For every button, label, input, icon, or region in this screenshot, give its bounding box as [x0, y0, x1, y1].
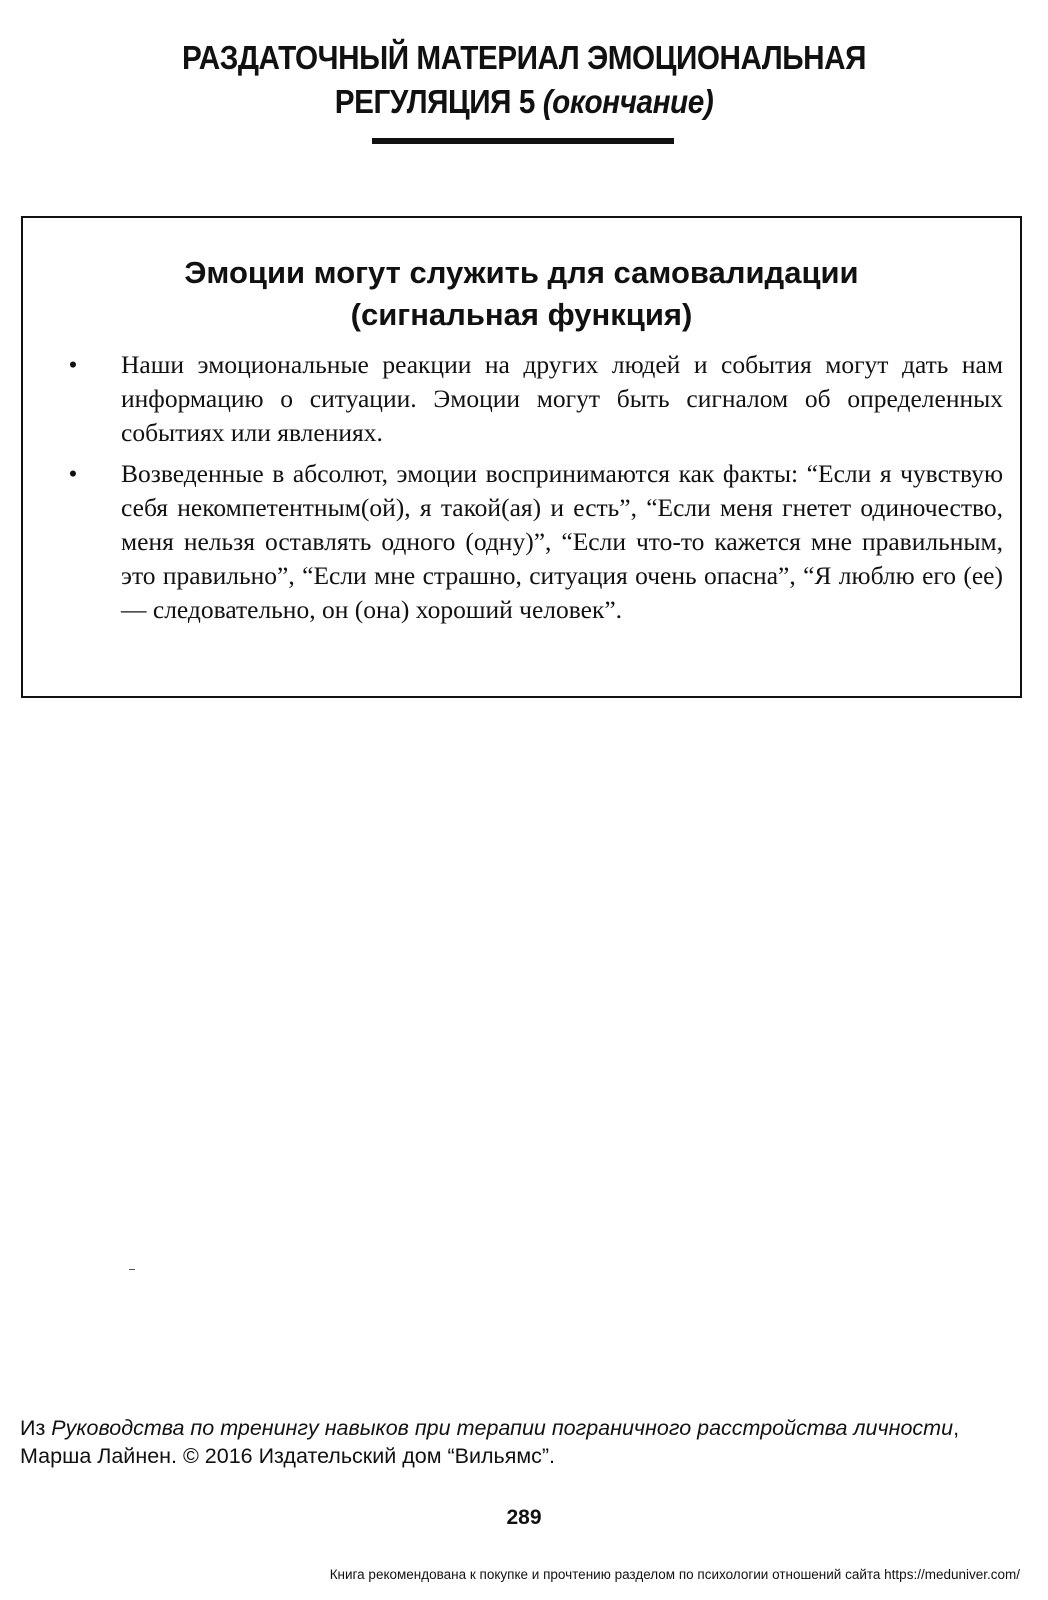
page-number: 289	[506, 1506, 542, 1529]
header-line-2-main: РЕГУЛЯЦИЯ 5	[334, 83, 543, 120]
bullet-marker: •	[68, 350, 78, 379]
box-title	[23, 252, 1020, 336]
bullet-text: Наши эмоциональные реакции на других людей и события могут дать нам информацию о ситуации. Эмоции могут быть сигналом об определенных событиях или явлениях.	[121, 350, 1003, 447]
header-rule	[372, 138, 674, 144]
bullet-item	[63, 348, 1003, 450]
page-header	[52, 36, 995, 124]
box-title-line-1: Эмоции могут служить для самовалидации	[184, 255, 859, 290]
handout-box	[21, 216, 1022, 698]
source-citation	[20, 1414, 1030, 1470]
box-title-line-2: (сигнальная функция)	[350, 297, 693, 332]
header-line-2-italic: (окончание)	[542, 83, 714, 120]
header-line-1: РАЗДАТОЧНЫЙ МАТЕРИАЛ ЭМОЦИОНАЛЬНАЯ	[181, 39, 867, 76]
source-prefix: Из	[20, 1416, 52, 1440]
source-book-title: Руководства по тренингу навыков при терапии пограничного расстройства личности	[51, 1416, 954, 1440]
source-line-2: Марша Лайнен. © 2016 Издательский дом “Вильямс”.	[20, 1444, 556, 1468]
bullet-marker: •	[68, 459, 78, 488]
bullet-item	[63, 457, 1003, 627]
source-suffix: ,	[953, 1416, 960, 1440]
source-line-1	[20, 1414, 1030, 1442]
bullet-list	[63, 348, 1003, 634]
footer-note: Книга рекомендована к покупке и прочтению разделом по психологии отношений сайта https://meduniver.com/	[329, 1567, 1020, 1582]
header-line-2	[52, 80, 995, 124]
bullet-text: Возведенные в абсолют, эмоции воспринимаются как факты: “Если я чувствую себя некомпетентным(ой), я такой(ая) и есть”, “Если меня гнетет одиночество, меня нельзя оставлять одного (одну)”, “Если что-то кажется мне правильным, это правильно”, “Если мне страшно, ситуация очень опасна”, “Я люблю его (ее) — следовательно, он (она) хороший человек”.	[121, 459, 1003, 624]
stray-mark	[129, 1269, 135, 1270]
